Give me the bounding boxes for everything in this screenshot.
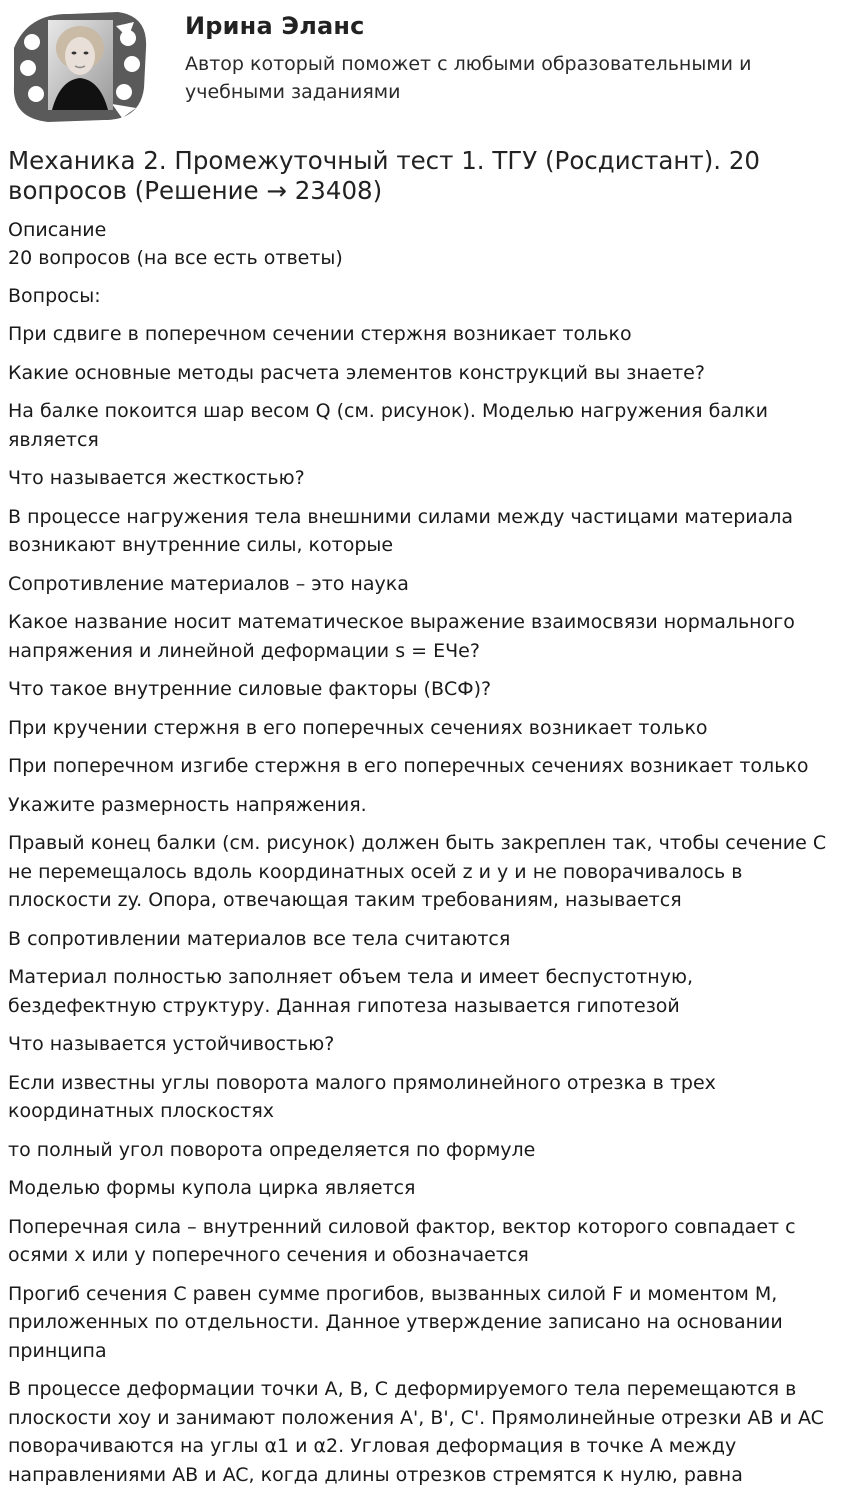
film-reel-avatar-icon (8, 8, 153, 126)
question-item: При поперечном изгибе стержня в его поперечных сечениях возникает только (8, 755, 809, 777)
question-item: Если известны углы поворота малого прямолинейного отрезка в трех координатных плоскостях (8, 1071, 716, 1122)
question-item: то полный угол поворота определяется по формуле (8, 1138, 536, 1161)
page-title: Механика 2. Промежуточный тест 1. ТГУ (Росдистант). 20 вопросов (Решение → 23408) (8, 146, 760, 205)
question-item: Моделью формы купола цирка является (8, 1177, 416, 1199)
question-item: Правый конец балки (см. рисунок) должен быть закреплен так, чтобы сечение C не перемещалось вдоль координатных осей z и y и не поворачивалось в плоскости zy. Опора, отвечающая таким требованиям, называется (8, 832, 827, 911)
description-label: Описание (8, 219, 107, 241)
question-item: При сдвиге в поперечном сечении стержня возникает только (8, 323, 632, 345)
question-item: Укажите размерность напряжения. (8, 793, 367, 816)
main-content (8, 146, 840, 1499)
description-text: 20 вопросов (на все есть ответы) (8, 247, 343, 269)
question-item: Прогиб сечения C равен сумме прогибов, вызванных силой F и моментом M, приложенных по отдельности. Данное утверждение записано на основании принципа (8, 1282, 783, 1362)
question-item: Поперечная сила – внутренний силовой фактор, вектор которого совпадает с осями x или y поперечного сечения и обозначается (8, 1215, 796, 1266)
author-name[interactable]: Ирина Эланс (185, 12, 365, 40)
question-item: Какое название носит математическое выражение взаимосвязи нормального напряжения и линейной деформации s = ЕЧе? (8, 611, 795, 662)
questions-list (8, 320, 840, 1489)
question-item: Сопротивление материалов – это наука (8, 572, 409, 595)
question-item: Какие основные методы расчета элементов конструкций вы знаете? (8, 361, 705, 384)
question-item: Что называется устойчивостью? (8, 1033, 335, 1055)
question-item: Что называется жесткостью? (8, 467, 305, 489)
question-item: На балке покоится шар весом Q (см. рисунок). Моделью нагружения балки является (8, 400, 768, 451)
avatar[interactable] (8, 8, 153, 126)
question-item: Материал полностью заполняет объем тела и имеет беспустотную, бездефектную структуру. Данная гипотеза называется гипотезой (8, 966, 693, 1017)
questions-heading: Вопросы: (8, 285, 101, 307)
author-description: Автор который поможет с любыми образовательными и учебными заданиями (185, 53, 752, 103)
question-item: В сопротивлении материалов все тела считаются (8, 927, 511, 950)
question-item: В процессе деформации точки A, B, C деформируемого тела перемещаются в плоскости xoy и занимают положения A', B', C'. Прямолинейные отрезки AB и AC поворачиваются на углы α1 и α2. Угловая деформация в точке A между направлениями AB и AC, когда длины отрезков стремятся к нулю, равна (8, 1378, 824, 1486)
author-header (0, 0, 847, 135)
question-item: При кручении стержня в его поперечных сечениях возникает только (8, 716, 708, 739)
question-item: В процессе нагружения тела внешними силами между частицами материала возникают внутренние силы, которые (8, 505, 794, 556)
question-item: Что такое внутренние силовые факторы (ВСФ)? (8, 678, 492, 700)
